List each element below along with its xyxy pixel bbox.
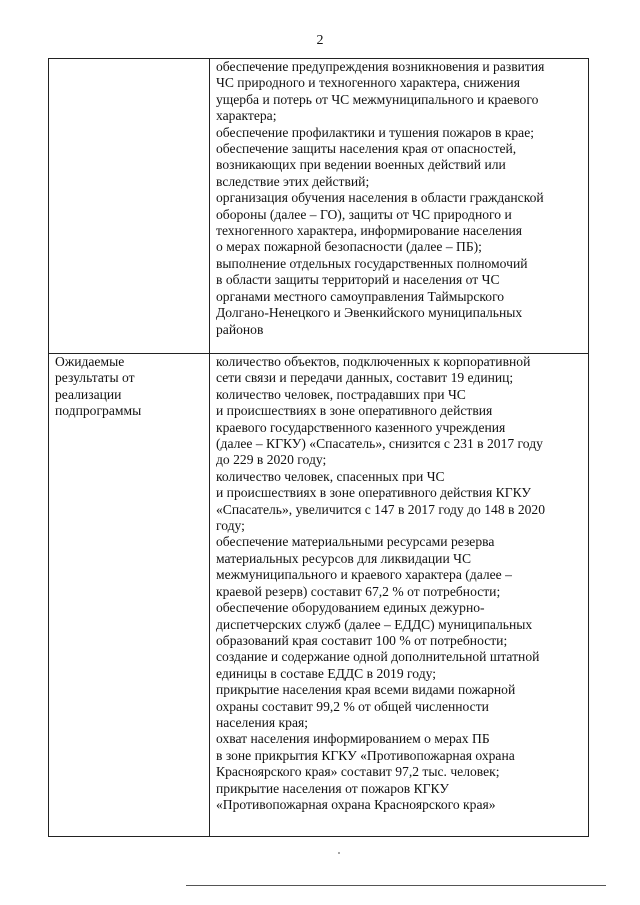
text-line: подпрограммы [55, 403, 142, 419]
text-line: прикрытие населения края всеми видами пожарной [216, 682, 516, 698]
text-line: единицы в составе ЕДДС в 2019 году; [216, 665, 437, 681]
text-line: Ожидаемые [55, 354, 125, 369]
text-line: году; [216, 518, 245, 534]
text-line: организация обучения населения в области гражданской [216, 190, 544, 206]
text-line: межмуниципального и краевого характера (далее – [216, 567, 512, 583]
text-line: сети связи и передачи данных, составит 19 единиц; [216, 370, 514, 386]
text-line: в области защиты территорий и населения от ЧС [216, 272, 500, 288]
text-line: диспетчерских служб (далее – ЕДДС) муниципальных [216, 616, 533, 632]
text-line: ущерба и потерь от ЧС межмуниципального и краевого [216, 91, 539, 107]
row-label-cell [49, 59, 210, 354]
text-line: и происшествиях в зоне оперативного действия [216, 403, 493, 419]
text-line: обеспечение защиты населения края от опасностей, [216, 141, 517, 157]
text-line: населения края; [216, 714, 309, 730]
text-line: и происшествиях в зоне оперативного действия КГКУ [216, 485, 532, 501]
text-line: результаты от [55, 370, 135, 386]
text-line: обороны (далее – ГО), защиты от ЧС природного и [216, 206, 512, 222]
text-line: краевой резерв) составит 67,2 % от потребности; [216, 583, 501, 599]
row-content-cell [210, 59, 589, 354]
footer-rule [186, 885, 606, 886]
text-line: ЧС природного и техногенного характера, снижения [216, 75, 520, 91]
text-line: Красноярского края» составит 97,2 тыс. человек; [216, 764, 500, 780]
text-line: охват населения информированием о мерах ПБ [216, 731, 490, 747]
text-line: «Противопожарная охрана Красноярского края» [216, 796, 496, 812]
text-line: вследствие этих действий; [216, 173, 370, 189]
text-line: характера; [216, 108, 277, 124]
row-content-cell [210, 354, 589, 837]
row-label-cell [49, 354, 210, 837]
text-line: обеспечение профилактики и тушения пожаров в крае; [216, 124, 535, 140]
text-line: обеспечение оборудованием единых дежурно- [216, 600, 485, 616]
text-line: материальных ресурсов для ликвидации ЧС [216, 550, 472, 566]
text-line: количество человек, спасенных при ЧС [216, 468, 445, 484]
text-line: обеспечение материальными ресурсами резерва [216, 534, 495, 550]
text-line: выполнение отдельных государственных полномочий [216, 255, 528, 271]
text-line: районов [216, 321, 264, 337]
text-line: (далее – КГКУ) «Спасатель», снизится с 231 в 2017 году [216, 436, 543, 452]
text-line: техногенного характера, информирование населения [216, 223, 523, 239]
text-line: о мерах пожарной безопасности (далее – ПБ); [216, 239, 482, 255]
text-line: количество объектов, подключенных к корпоративной [216, 354, 531, 369]
table-row [49, 354, 589, 837]
text-line: образований края составит 100 % от потребности; [216, 632, 508, 648]
text-line: до 229 в 2020 году; [216, 452, 327, 468]
scan-speck [338, 852, 340, 854]
text-line: краевого государственного казенного учреждения [216, 419, 506, 435]
text-line: Долгано-Ненецкого и Эвенкийского муниципальных [216, 305, 523, 321]
subprogram-table [48, 58, 589, 837]
page-number: 2 [316, 33, 324, 48]
text-line: возникающих при ведении военных действий или [216, 157, 506, 173]
text-line: «Спасатель», увеличится с 147 в 2017 году до 148 в 2020 [216, 501, 546, 517]
text-line: органами местного самоуправления Таймырского [216, 288, 505, 304]
text-line: создание и содержание одной дополнительной штатной [216, 649, 540, 665]
table-row [49, 59, 589, 354]
text-line: прикрытие населения от пожаров КГКУ [216, 780, 449, 796]
text-line: количество человек, пострадавших при ЧС [216, 386, 466, 402]
text-line: реализации [55, 386, 122, 402]
text-line: охраны составит 99,2 % от общей численности [216, 698, 489, 714]
text-line: в зоне прикрытия КГКУ «Противопожарная охрана [216, 747, 515, 763]
text-line: обеспечение предупреждения возникновения и развития [216, 59, 545, 74]
